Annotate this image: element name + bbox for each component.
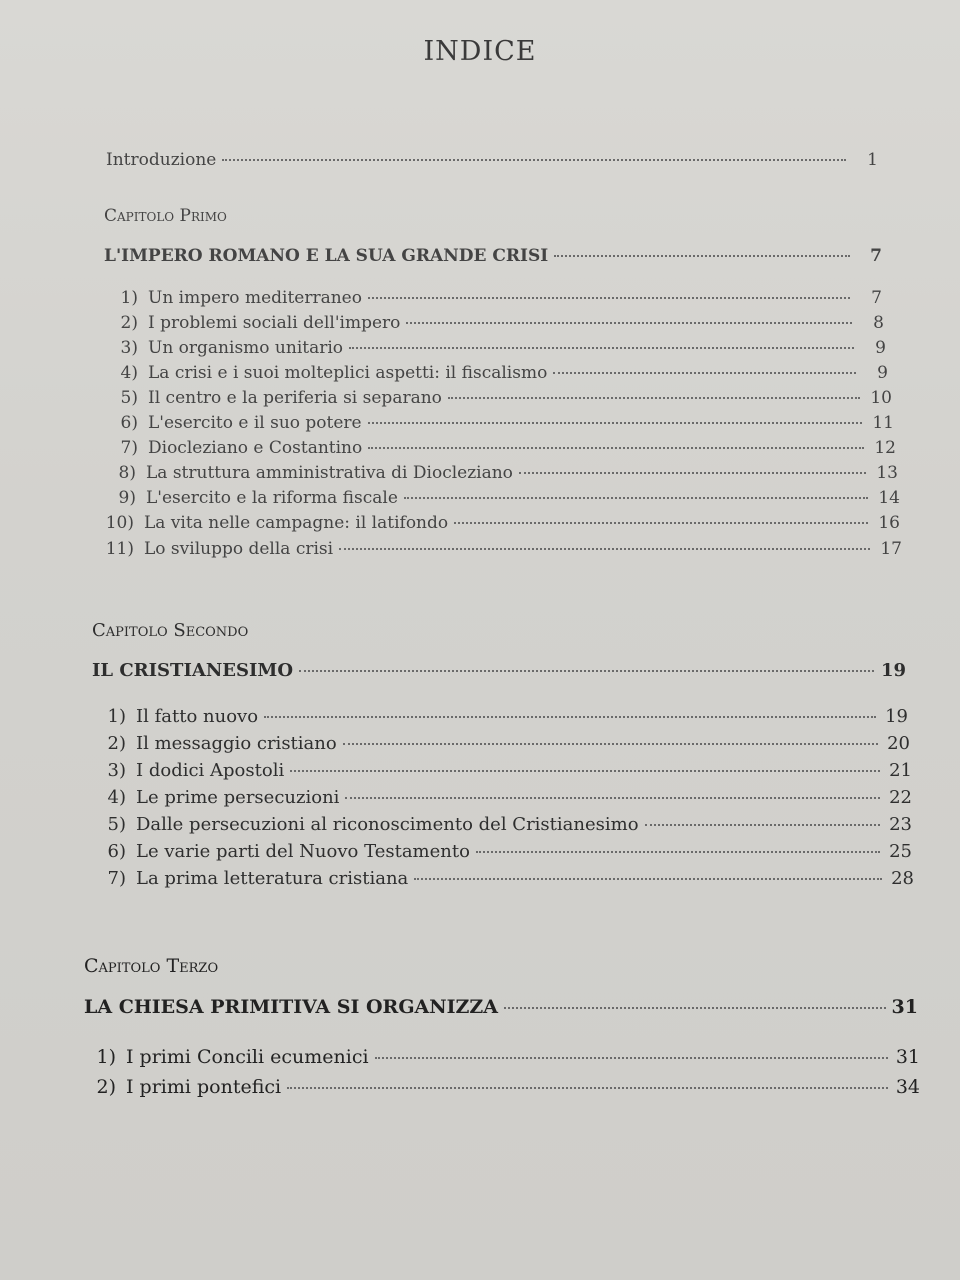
leader-dots (375, 1057, 888, 1059)
toc-number: 11) (105, 539, 134, 559)
chapter-caption: Capitolo Primo (104, 206, 227, 226)
toc-number: 10) (105, 513, 134, 533)
leader-dots (339, 548, 870, 550)
toc-entry (92, 814, 912, 835)
toc-number: 5) (120, 388, 138, 408)
toc-page: 16 (878, 513, 900, 533)
chapter-heading-title: LA CHIESA PRIMITIVA SI ORGANIZZA (84, 996, 499, 1018)
leader-dots (554, 255, 850, 257)
chapter-heading (92, 660, 906, 681)
toc-number: 1) (120, 288, 138, 308)
toc-page: 7 (870, 246, 882, 266)
chapter-caption: Capitolo Terzo (84, 955, 219, 977)
toc-page: 9 (877, 363, 888, 383)
leader-dots (349, 347, 854, 349)
toc-number: 3) (120, 338, 138, 358)
toc-label: La crisi e i suoi molteplici aspetti: il fiscalismo (148, 363, 548, 383)
toc-number: 3) (107, 760, 126, 781)
toc-label: Un organismo unitario (148, 338, 344, 358)
toc-label: I primi Concili ecumenici (126, 1046, 369, 1068)
toc-page: 22 (889, 787, 912, 808)
leader-dots (368, 447, 864, 449)
toc-entry (100, 288, 882, 308)
toc-label: I problemi sociali dell'impero (148, 313, 401, 333)
toc-page: 8 (873, 313, 884, 333)
leader-dots (406, 322, 852, 324)
toc-number: 2) (120, 313, 138, 333)
toc-entry (96, 539, 902, 559)
toc-page: 11 (872, 413, 894, 433)
toc-page: 17 (880, 539, 902, 559)
toc-entry (92, 706, 908, 727)
toc-number: 7) (107, 868, 126, 889)
toc-page: 21 (889, 760, 912, 781)
leader-dots (343, 743, 878, 745)
toc-page: 28 (891, 868, 914, 889)
toc-page: 34 (895, 1076, 920, 1098)
toc-label: L'esercito e la riforma fiscale (146, 488, 398, 508)
toc-number: 1) (96, 1046, 116, 1068)
toc-label: La struttura amministrativa di Diocleziano (146, 463, 513, 483)
leader-dots (454, 522, 868, 524)
toc-number: 5) (107, 814, 126, 835)
leader-dots (222, 159, 846, 161)
toc-number: 2) (107, 733, 126, 754)
toc-label: I primi pontefici (126, 1076, 282, 1098)
toc-entry (84, 1076, 920, 1098)
toc-label: Dalle persecuzioni al riconoscimento del Cristianesimo (136, 814, 639, 835)
toc-entry (92, 787, 912, 808)
toc-entry (100, 338, 886, 358)
toc-label: Introduzione (106, 150, 217, 170)
toc-number: 2) (96, 1076, 116, 1098)
toc-entry (100, 413, 894, 433)
toc-page: 9 (875, 338, 886, 358)
toc-number: 6) (120, 413, 138, 433)
toc-label: Il centro e la periferia si separano (148, 388, 442, 408)
toc-label: Il messaggio cristiano (136, 733, 337, 754)
toc-entry (100, 313, 884, 333)
toc-label: I dodici Apostoli (136, 760, 285, 781)
chapter-heading-title: IL CRISTIANESIMO (92, 660, 294, 681)
toc-page: 19 (880, 660, 906, 681)
toc-label: Diocleziano e Costantino (148, 438, 363, 458)
toc-page: 31 (891, 996, 918, 1018)
chapter-heading (104, 246, 882, 266)
toc-entry (98, 488, 900, 508)
chapter-heading-title: L'IMPERO ROMANO E LA SUA GRANDE CRISI (104, 246, 549, 266)
toc-number: 1) (107, 706, 126, 727)
leader-dots (290, 770, 880, 772)
toc-label: La prima letteratura cristiana (136, 868, 409, 889)
toc-label: Le prime persecuzioni (136, 787, 340, 808)
toc-page: 12 (874, 438, 896, 458)
toc-page: 1 (867, 150, 878, 170)
toc-entry-intro (106, 150, 878, 170)
toc-label: Un impero mediterraneo (148, 288, 362, 308)
toc-page: 31 (895, 1046, 920, 1068)
toc-number: 6) (107, 841, 126, 862)
leader-dots (299, 670, 874, 672)
toc-page: 19 (885, 706, 908, 727)
leader-dots (519, 472, 866, 474)
leader-dots (645, 824, 880, 826)
toc-page: 13 (876, 463, 898, 483)
toc-page: 7 (871, 288, 882, 308)
toc-number: 8) (118, 463, 136, 483)
leader-dots (345, 797, 880, 799)
chapter-caption: Capitolo Secondo (92, 620, 249, 641)
leader-dots (404, 497, 868, 499)
toc-entry (92, 760, 912, 781)
toc-entry (92, 733, 910, 754)
toc-label: Il fatto nuovo (136, 706, 259, 727)
toc-entry (98, 463, 898, 483)
page-title: INDICE (423, 36, 537, 67)
toc-page: 14 (878, 488, 900, 508)
toc-number: 4) (107, 787, 126, 808)
toc-number: 9) (118, 488, 136, 508)
toc-page: 25 (889, 841, 912, 862)
toc-entry (100, 363, 888, 383)
leader-dots (448, 397, 860, 399)
toc-entry (84, 1046, 920, 1068)
leader-dots (287, 1087, 888, 1089)
toc-page: 20 (887, 733, 910, 754)
leader-dots (368, 422, 862, 424)
leader-dots (504, 1007, 886, 1009)
toc-entry (92, 841, 912, 862)
toc-label: Le varie parti del Nuovo Testamento (136, 841, 470, 862)
toc-label: L'esercito e il suo potere (148, 413, 362, 433)
leader-dots (553, 372, 856, 374)
toc-page: 10 (870, 388, 892, 408)
leader-dots (264, 716, 876, 718)
leader-dots (368, 297, 850, 299)
toc-entry (100, 438, 896, 458)
toc-number: 4) (120, 363, 138, 383)
chapter-heading (84, 996, 918, 1018)
toc-entry (96, 513, 900, 533)
toc-page: 23 (889, 814, 912, 835)
toc-label: La vita nelle campagne: il latifondo (144, 513, 449, 533)
leader-dots (476, 851, 880, 853)
toc-entry (100, 388, 892, 408)
toc-number: 7) (120, 438, 138, 458)
leader-dots (414, 878, 882, 880)
toc-label: Lo sviluppo della crisi (144, 539, 334, 559)
toc-entry (92, 868, 914, 889)
